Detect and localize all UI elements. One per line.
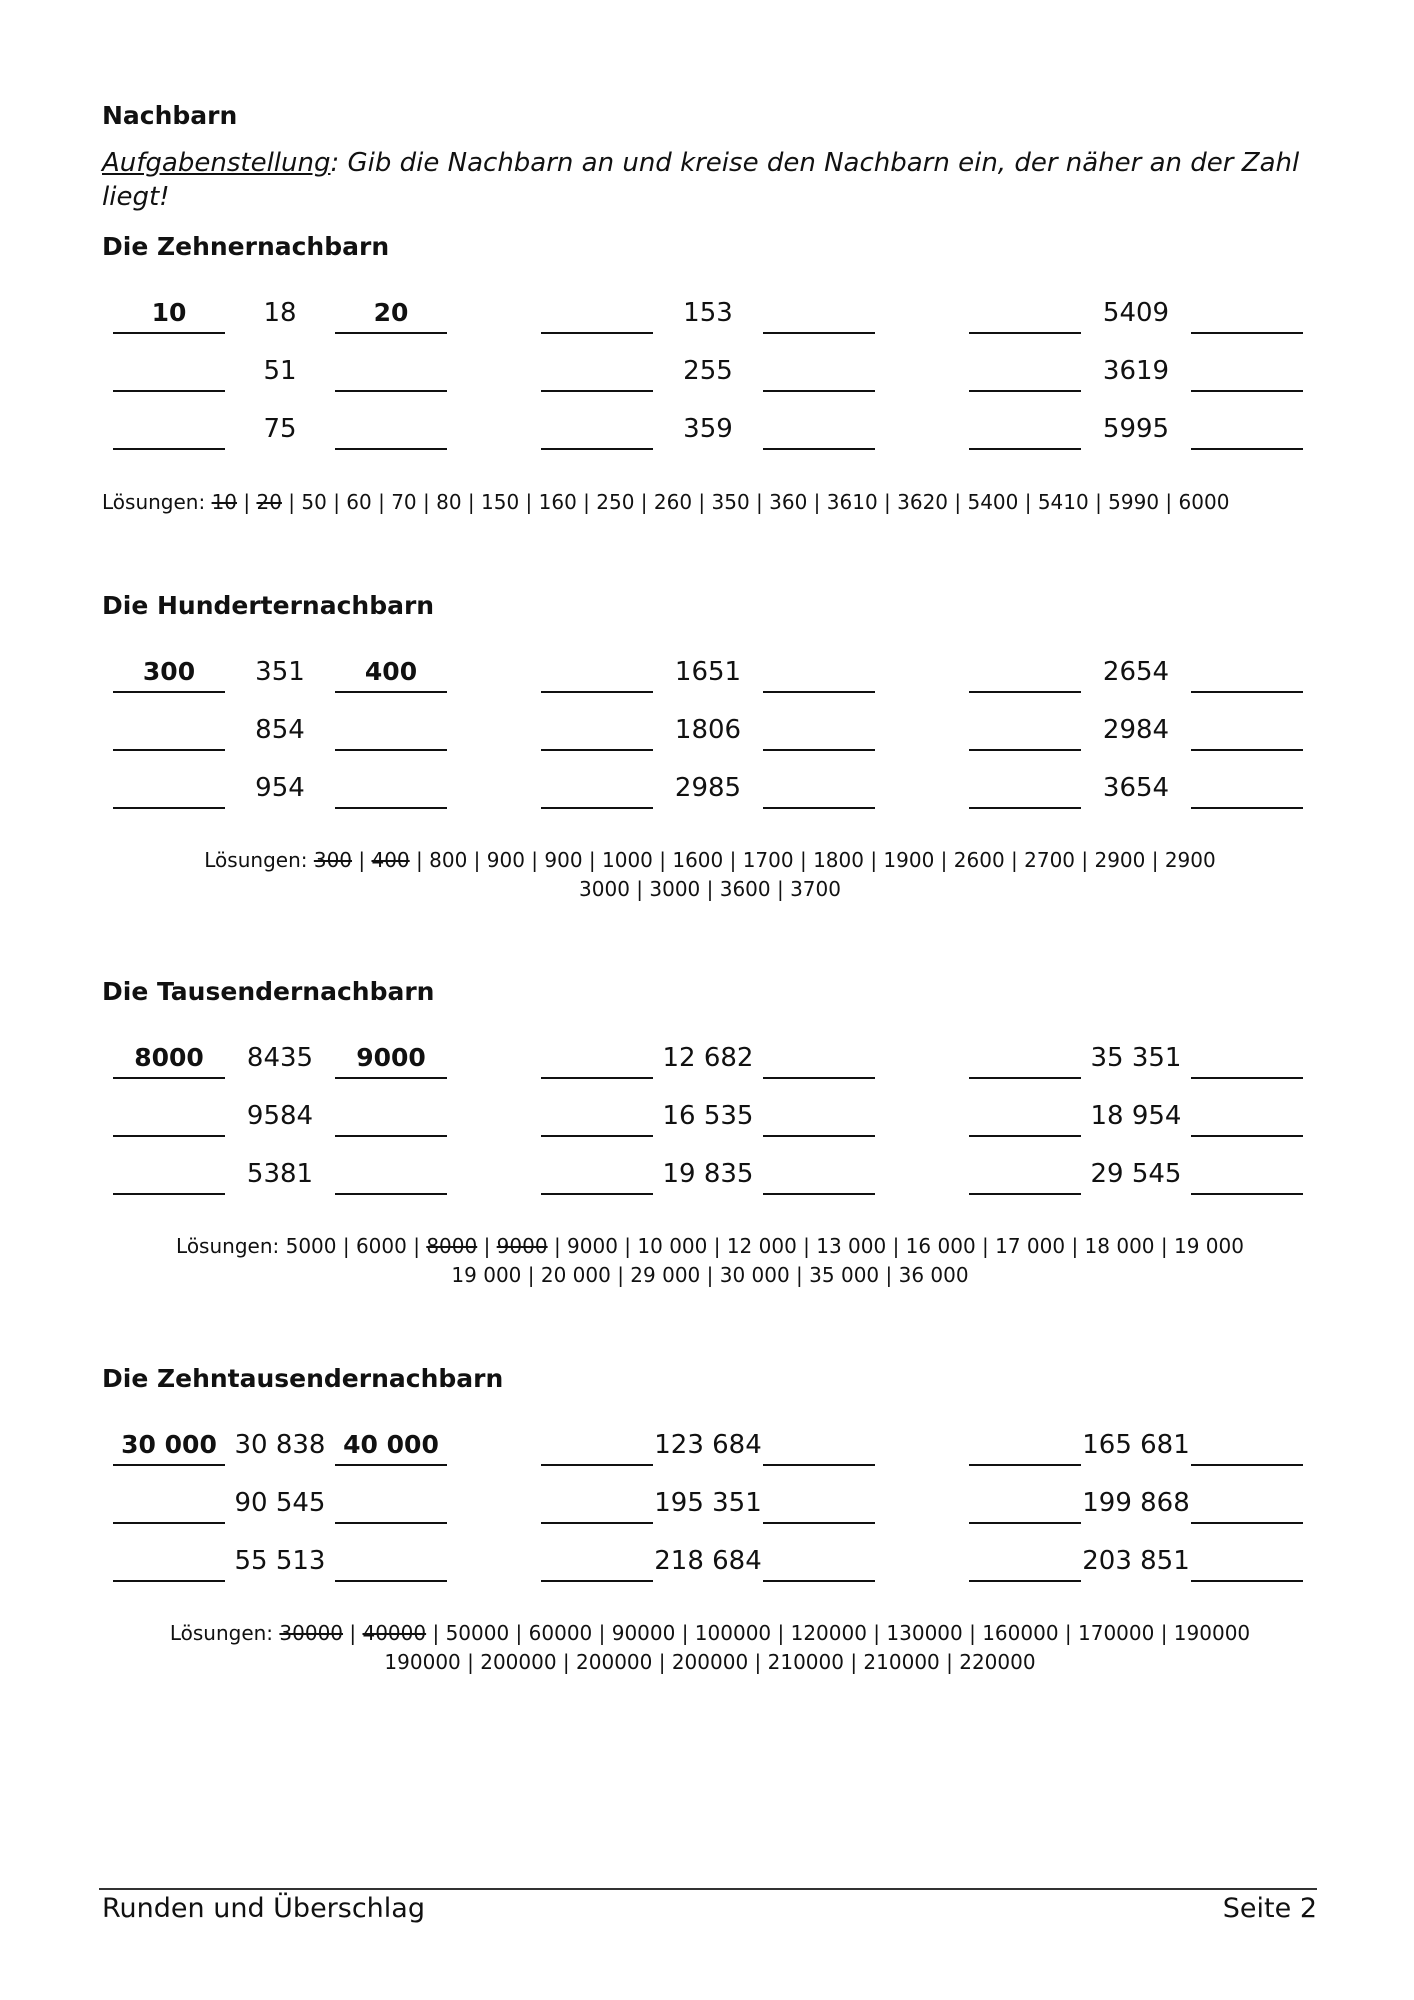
lower-neighbor-blank[interactable]: [113, 1544, 225, 1582]
page-title: Nachbarn: [102, 101, 238, 130]
neighbor-task: [113, 354, 453, 406]
target-number: 12 682: [662, 1043, 754, 1073]
target-number: 5995: [1102, 414, 1170, 444]
target-number: 954: [255, 773, 305, 803]
page-number: Seite 2: [1222, 1893, 1317, 1924]
neighbor-task: [113, 1099, 453, 1151]
upper-neighbor-blank[interactable]: [335, 771, 447, 809]
target-number: 9584: [246, 1101, 314, 1131]
instruction-label: Aufgabenstellung: [102, 148, 331, 178]
target-number: 218 684: [654, 1546, 762, 1576]
lower-neighbor-blank[interactable]: [969, 1428, 1081, 1466]
solutions-line: | 9000 | 10 000 | 12 000 | 13 000 | 16 000 | 17 000 | 18 000 | 19 000: [553, 1234, 1244, 1258]
upper-neighbor-blank[interactable]: [763, 412, 875, 450]
lower-neighbor-blank[interactable]: [541, 354, 653, 392]
solution-struck: 400: [371, 848, 410, 872]
lower-neighbor-blank[interactable]: [969, 354, 1081, 392]
section-title-hunderter: Die Hunderternachbarn: [102, 591, 435, 620]
neighbor-task: [113, 1041, 453, 1093]
neighbor-task: [969, 771, 1309, 823]
neighbor-task: [113, 296, 453, 348]
upper-neighbor-blank[interactable]: 40 000: [335, 1428, 447, 1466]
neighbor-task: [541, 412, 881, 464]
upper-neighbor-blank[interactable]: [763, 655, 875, 693]
upper-neighbor-blank[interactable]: [1191, 412, 1303, 450]
lower-neighbor-blank[interactable]: 30 000: [113, 1428, 225, 1466]
target-number: 195 351: [654, 1488, 762, 1518]
neighbor-task: [113, 412, 453, 464]
neighbor-task: [113, 1486, 453, 1538]
target-number: 3654: [1102, 773, 1170, 803]
upper-neighbor-blank[interactable]: [335, 1544, 447, 1582]
solution-struck: 8000: [426, 1234, 478, 1258]
lower-neighbor-blank[interactable]: [969, 655, 1081, 693]
target-number: 18: [263, 298, 297, 328]
section-title-zehner: Die Zehnernachbarn: [102, 232, 390, 261]
neighbor-task: [113, 1428, 453, 1480]
lower-neighbor-blank[interactable]: [113, 412, 225, 450]
upper-neighbor-blank[interactable]: [763, 1041, 875, 1079]
upper-neighbor-blank[interactable]: [763, 713, 875, 751]
lower-neighbor-blank[interactable]: [541, 1486, 653, 1524]
neighbor-task: [541, 296, 881, 348]
lower-neighbor-blank[interactable]: [113, 1486, 225, 1524]
target-number: 51: [263, 356, 297, 386]
footer-title: Runden und Überschlag: [102, 1893, 425, 1924]
neighbor-task: [541, 1544, 881, 1596]
solutions-label: Lösungen: 5000 | 6000 |: [176, 1234, 420, 1258]
neighbor-task: [969, 655, 1309, 707]
lower-neighbor-blank[interactable]: [113, 713, 225, 751]
lower-neighbor-blank[interactable]: [969, 1099, 1081, 1137]
lower-neighbor-blank[interactable]: [541, 1428, 653, 1466]
lower-neighbor-blank[interactable]: [969, 1486, 1081, 1524]
upper-neighbor-blank[interactable]: [1191, 354, 1303, 392]
lower-neighbor-blank[interactable]: [969, 1041, 1081, 1079]
neighbor-task: [113, 771, 453, 823]
lower-neighbor-blank[interactable]: [113, 1157, 225, 1195]
lower-neighbor-blank[interactable]: [113, 1099, 225, 1137]
neighbor-task: [541, 771, 881, 823]
upper-neighbor-blank[interactable]: [763, 1486, 875, 1524]
upper-neighbor-blank[interactable]: [763, 1099, 875, 1137]
solutions-line: 19 000 | 20 000 | 29 000 | 30 000 | 35 000 | 36 000: [451, 1263, 969, 1287]
target-number: 29 545: [1090, 1159, 1182, 1189]
solution-struck: 20: [256, 490, 282, 514]
solutions-label: Lösungen:: [204, 848, 308, 872]
section-title-tausender: Die Tausendernachbarn: [102, 977, 435, 1006]
upper-neighbor-blank[interactable]: [335, 1486, 447, 1524]
neighbor-task: [969, 1041, 1309, 1093]
solutions-tausender: Lösungen: 5000 | 6000 | 8000 | 9000 | 9000 | 10 000 | 12 000 | 13 000 | 16 000 | 17 000 | 18 000 | 19 000 19 000 | 20 000 | 29 000 | 30 000 | 35 000 | 36 000: [102, 1232, 1318, 1290]
upper-neighbor-blank[interactable]: [335, 713, 447, 751]
upper-neighbor-blank[interactable]: [335, 1099, 447, 1137]
lower-neighbor-blank[interactable]: [541, 412, 653, 450]
upper-neighbor-blank[interactable]: [1191, 713, 1303, 751]
upper-neighbor-blank[interactable]: [763, 1157, 875, 1195]
target-number: 351: [255, 657, 305, 687]
solutions-label: Lösungen:: [169, 1621, 274, 1645]
upper-neighbor-blank[interactable]: [1191, 296, 1303, 334]
solution-struck: 40000: [362, 1621, 427, 1645]
upper-neighbor-blank[interactable]: [335, 1157, 447, 1195]
target-number: 1651: [674, 657, 742, 687]
solutions-zehner: Lösungen: 10 | 20 | 50 | 60 | 70 | 80 | 150 | 160 | 250 | 260 | 350 | 360 | 3610 | 3620 | 5400 | 5410 | 5990 | 6000: [102, 490, 1230, 514]
neighbor-task: [969, 1544, 1309, 1596]
upper-neighbor-blank[interactable]: [335, 354, 447, 392]
lower-neighbor-blank[interactable]: [969, 1157, 1081, 1195]
target-number: 153: [683, 298, 733, 328]
target-number: 5381: [246, 1159, 314, 1189]
lower-neighbor-blank[interactable]: [541, 1157, 653, 1195]
target-number: 35 351: [1090, 1043, 1182, 1073]
target-number: 199 868: [1082, 1488, 1190, 1518]
target-number: 55 513: [234, 1546, 326, 1576]
solutions-zehntausender: Lösungen: 30000 | 40000 | 50000 | 60000 | 90000 | 100000 | 120000 | 130000 | 160000 | 170000 | 190000 190000 | 200000 | 200000 | 200000 | 210000 | 210000 | 220000: [102, 1619, 1318, 1677]
lower-neighbor-blank[interactable]: [113, 354, 225, 392]
upper-neighbor-blank[interactable]: [335, 412, 447, 450]
neighbor-task: [969, 296, 1309, 348]
section-title-zehntausender: Die Zehntausendernachbarn: [102, 1364, 504, 1393]
target-number: 1806: [674, 715, 742, 745]
solution-struck: 30000: [279, 1621, 344, 1645]
neighbor-task: [969, 1428, 1309, 1480]
target-number: 2984: [1102, 715, 1170, 745]
lower-neighbor-blank[interactable]: 8000: [113, 1041, 225, 1079]
lower-neighbor-blank[interactable]: [541, 1544, 653, 1582]
upper-neighbor-blank[interactable]: [1191, 1099, 1303, 1137]
neighbor-task: [969, 354, 1309, 406]
solutions-line: | 800 | 900 | 900 | 1000 | 1600 | 1700 | 1800 | 1900 | 2600 | 2700 | 2900 | 2900: [416, 848, 1216, 872]
neighbor-task: [969, 412, 1309, 464]
solutions-line: 190000 | 200000 | 200000 | 200000 | 210000 | 210000 | 220000: [384, 1650, 1036, 1674]
lower-neighbor-blank[interactable]: [969, 412, 1081, 450]
target-number: 854: [255, 715, 305, 745]
neighbor-task: [541, 1428, 881, 1480]
target-number: 19 835: [662, 1159, 754, 1189]
solution-struck: 10: [211, 490, 238, 514]
target-number: 75: [263, 414, 297, 444]
target-number: 2985: [674, 773, 742, 803]
solution-struck: 300: [313, 848, 353, 872]
target-number: 16 535: [662, 1101, 754, 1131]
lower-neighbor-blank[interactable]: [541, 1099, 653, 1137]
upper-neighbor-blank[interactable]: [1191, 1486, 1303, 1524]
lower-neighbor-blank[interactable]: [541, 771, 653, 809]
target-number: 8435: [246, 1043, 314, 1073]
upper-neighbor-blank[interactable]: 9000: [335, 1041, 447, 1079]
solutions-label: Lösungen:: [102, 490, 206, 514]
neighbor-task: [541, 1157, 881, 1209]
lower-neighbor-blank[interactable]: [969, 771, 1081, 809]
target-number: 165 681: [1082, 1430, 1190, 1460]
neighbor-task: [541, 1041, 881, 1093]
lower-neighbor-blank[interactable]: 300: [113, 655, 225, 693]
neighbor-task: [113, 1157, 453, 1209]
lower-neighbor-blank[interactable]: [541, 296, 653, 334]
upper-neighbor-blank[interactable]: 20: [335, 296, 447, 334]
lower-neighbor-blank[interactable]: [541, 713, 653, 751]
target-number: 203 851: [1082, 1546, 1190, 1576]
upper-neighbor-blank[interactable]: [763, 771, 875, 809]
lower-neighbor-blank[interactable]: [541, 655, 653, 693]
solutions-hunderter: Lösungen: 300 | 400 | 800 | 900 | 900 | 1000 | 1600 | 1700 | 1800 | 1900 | 2600 | 2700 | 2900 | 2900 3000 | 3000 | 3600 | 3700: [102, 846, 1318, 904]
target-number: 5409: [1102, 298, 1170, 328]
instruction-text: : Gib die Nachbarn an und kreise den Nachbarn ein, der näher an der Zahl liegt!: [102, 148, 1300, 212]
solutions-line: 3000 | 3000 | 3600 | 3700: [579, 877, 841, 901]
target-number: 255: [683, 356, 733, 386]
upper-neighbor-blank[interactable]: [763, 1428, 875, 1466]
neighbor-task: [541, 713, 881, 765]
neighbor-task: [969, 1099, 1309, 1151]
neighbor-task: [113, 1544, 453, 1596]
solutions-line: | 50000 | 60000 | 90000 | 100000 | 120000 | 130000 | 160000 | 170000 | 190000: [432, 1621, 1251, 1645]
neighbor-task: [541, 655, 881, 707]
target-number: 18 954: [1090, 1101, 1182, 1131]
target-number: 30 838: [234, 1430, 326, 1460]
target-number: 2654: [1102, 657, 1170, 687]
lower-neighbor-blank[interactable]: [969, 1544, 1081, 1582]
lower-neighbor-blank[interactable]: [541, 1041, 653, 1079]
upper-neighbor-blank[interactable]: [1191, 1544, 1303, 1582]
upper-neighbor-blank[interactable]: [1191, 771, 1303, 809]
upper-neighbor-blank[interactable]: [763, 1544, 875, 1582]
neighbor-task: [541, 1099, 881, 1151]
upper-neighbor-blank[interactable]: [1191, 655, 1303, 693]
target-number: 3619: [1102, 356, 1170, 386]
neighbor-task: [969, 713, 1309, 765]
neighbor-task: [113, 713, 453, 765]
upper-neighbor-blank[interactable]: [1191, 1041, 1303, 1079]
solutions-line: | 50 | 60 | 70 | 80 | 150 | 160 | 250 | 260 | 350 | 360 | 3610 | 3620 | 5400 | 5410 | 5990 | 6000: [288, 490, 1230, 514]
target-number: 359: [683, 414, 733, 444]
lower-neighbor-blank[interactable]: [969, 713, 1081, 751]
lower-neighbor-blank[interactable]: [969, 296, 1081, 334]
footer-divider: [99, 1888, 1317, 1890]
neighbor-task: [113, 655, 453, 707]
neighbor-task: [969, 1157, 1309, 1209]
lower-neighbor-blank[interactable]: [113, 771, 225, 809]
upper-neighbor-blank[interactable]: [763, 296, 875, 334]
neighbor-task: [541, 1486, 881, 1538]
lower-neighbor-blank[interactable]: 10: [113, 296, 225, 334]
neighbor-task: [969, 1486, 1309, 1538]
upper-neighbor-blank[interactable]: [763, 354, 875, 392]
solution-struck: 9000: [496, 1234, 548, 1258]
target-number: 123 684: [654, 1430, 762, 1460]
upper-neighbor-blank[interactable]: 400: [335, 655, 447, 693]
upper-neighbor-blank[interactable]: [1191, 1157, 1303, 1195]
instruction: [102, 146, 1322, 214]
target-number: 90 545: [234, 1488, 326, 1518]
upper-neighbor-blank[interactable]: [1191, 1428, 1303, 1466]
neighbor-task: [541, 354, 881, 406]
